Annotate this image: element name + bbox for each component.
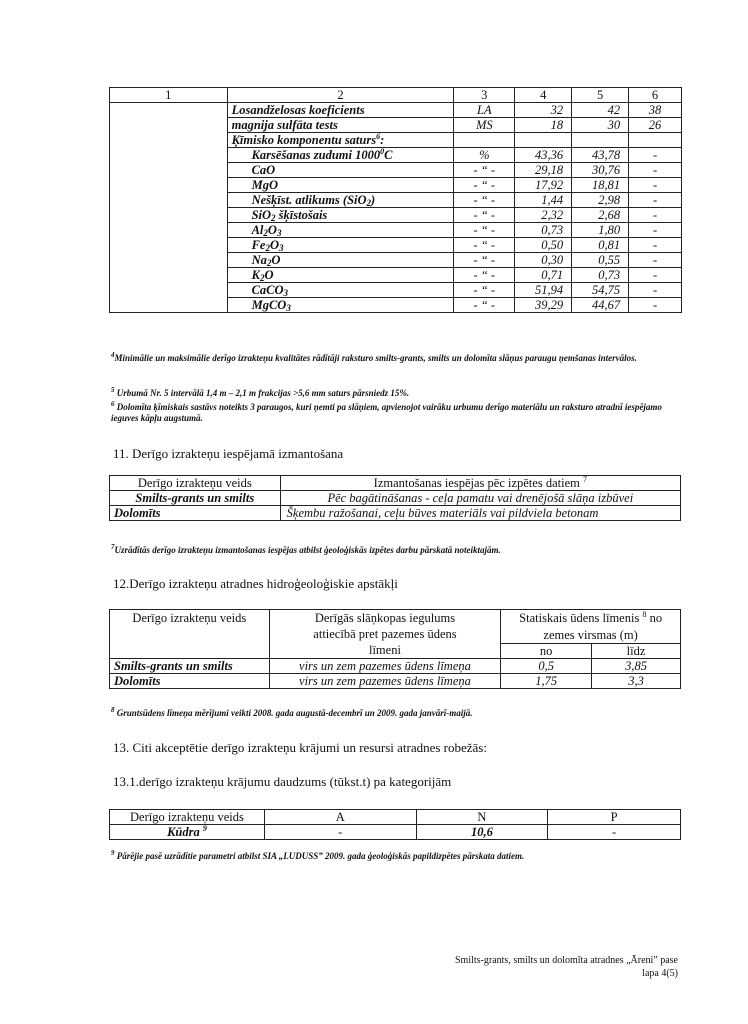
header-cell: 4: [515, 88, 572, 103]
value-cell: 42: [572, 103, 629, 118]
value-cell: 0,50: [515, 238, 572, 253]
footnote-4: $^4$Minimālie un maksimālie derīgo izrakteņu kvalitātes rādītāji raksturo smilts-grants, smilts un dolomīta slāņus paraugu ņemšanas intervālos.: [111, 351, 637, 363]
position-cell: virs un zem pazemes ūdens līmeņa: [269, 659, 501, 674]
unit-cell: MS: [454, 118, 515, 133]
parameter-cell: CaCO$_3$: [227, 283, 454, 298]
value-cell: 29,18: [515, 163, 572, 178]
value-cell: -: [629, 298, 682, 313]
header-cell: Derīgo izrakteņu veids: [110, 610, 270, 659]
value-cell: 43,36: [515, 148, 572, 163]
parameter-cell: $K_2O$: [227, 268, 454, 283]
type-cell: Dolomīts: [110, 506, 281, 521]
header-cell: 5: [572, 88, 629, 103]
use-cell: Šķembu ražošanai, ceļu būves materiāls vai pildviela betonam: [280, 506, 680, 521]
table-row: [110, 491, 681, 506]
to-cell: 3,3: [592, 674, 681, 689]
value-cell: 54,75: [572, 283, 629, 298]
value-cell: 2,68: [572, 208, 629, 223]
section-13-title: 13. Citi akceptētie derīgo izrakteņu krājumi un resursi atradnes robežās:: [113, 740, 487, 755]
page-footer: [455, 954, 678, 980]
value-cell: -: [629, 163, 682, 178]
header-cell: no: [501, 643, 592, 658]
unit-cell: %: [454, 148, 515, 163]
table-header-row: [110, 88, 682, 103]
unit-cell: [454, 133, 515, 148]
type-cell: Smilts-grants un smilts: [110, 491, 281, 506]
from-cell: 0,5: [501, 659, 592, 674]
to-cell: 3,85: [592, 659, 681, 674]
footnote-5: $^5$ Urbumā Nr. 5 intervālā 1,4 m – 2,1 m frakcijas >5,6 mm saturs pārsniedz 15%.: [111, 386, 410, 398]
value-cell: 0,55: [572, 253, 629, 268]
footnote-9: $^9$ Pārējie pasē uzrādītie parametri atbilst SIA „LUDUSS” 2009. gada ģeoloģiskās papildizpētes pārskata datiem.: [111, 849, 525, 861]
value-cell: 0,30: [515, 253, 572, 268]
value-cell: 1,44: [515, 193, 572, 208]
parameter-cell: MgCO$_3$: [227, 298, 454, 313]
table-row: [110, 103, 682, 118]
value-cell: 2,32: [515, 208, 572, 223]
use-cell: Pēc bagātināšanas - ceļa pamatu vai drenējošā slāņa izbūvei: [280, 491, 680, 506]
unit-cell: - “ -: [454, 253, 515, 268]
hydro-table: [109, 609, 681, 689]
table-header-row: [110, 476, 681, 491]
value-cell: 0,73: [572, 268, 629, 283]
value-cell: -: [629, 148, 682, 163]
value-cell: 0,71: [515, 268, 572, 283]
value-cell: -: [629, 238, 682, 253]
n-cell: 10,6: [416, 825, 548, 840]
value-cell: 18,81: [572, 178, 629, 193]
unit-cell: - “ -: [454, 223, 515, 238]
type-cell: Smilts-grants un smilts: [110, 659, 270, 674]
value-cell: 26: [629, 118, 682, 133]
type-cell: Kūdra $^9$: [110, 825, 265, 840]
a-cell: -: [264, 825, 416, 840]
parameter-cell: Karsēšanas zudumi 1000$^0$C: [227, 148, 454, 163]
unit-cell: - “ -: [454, 238, 515, 253]
header-cell: 1: [110, 88, 228, 103]
value-cell: 18: [515, 118, 572, 133]
usage-table: [109, 475, 681, 521]
value-cell: -: [629, 268, 682, 283]
value-cell: [515, 133, 572, 148]
unit-cell: - “ -: [454, 283, 515, 298]
table-row: [110, 659, 681, 674]
header-cell: līdz: [592, 643, 681, 658]
value-cell: [572, 133, 629, 148]
value-cell: 30: [572, 118, 629, 133]
parameter-cell: magnija sulfāta tests: [227, 118, 454, 133]
header-cell: A: [264, 810, 416, 825]
value-cell: [629, 133, 682, 148]
header-cell: Statiskais ūdens līmenis $^8$ no: [501, 610, 681, 627]
value-cell: -: [629, 193, 682, 208]
header-cell: 2: [227, 88, 454, 103]
table-header-row: [110, 810, 681, 825]
unit-cell: - “ -: [454, 298, 515, 313]
header-cell: N: [416, 810, 548, 825]
value-cell: 30,76: [572, 163, 629, 178]
value-cell: 51,94: [515, 283, 572, 298]
value-cell: -: [629, 178, 682, 193]
parameter-cell: $Na_2O$: [227, 253, 454, 268]
unit-cell: - “ -: [454, 178, 515, 193]
table-row: [110, 674, 681, 689]
header-cell: 6: [629, 88, 682, 103]
unit-cell: LA: [454, 103, 515, 118]
table-row: [110, 825, 681, 840]
value-cell: 2,98: [572, 193, 629, 208]
value-cell: 39,29: [515, 298, 572, 313]
table-row: [110, 506, 681, 521]
parameter-cell: Ķīmisko komponentu saturs$^6$:: [227, 133, 454, 148]
reserves-table: [109, 809, 681, 840]
value-cell: -: [629, 283, 682, 298]
position-cell: virs un zem pazemes ūdens līmeņa: [269, 674, 501, 689]
unit-cell: - “ -: [454, 193, 515, 208]
value-cell: 44,67: [572, 298, 629, 313]
empty-cell: [110, 103, 228, 313]
header-cell: P: [548, 810, 681, 825]
unit-cell: - “ -: [454, 208, 515, 223]
section-12-title: 12.Derīgo izrakteņu atradnes hidroģeoloģiskie apstākļi: [113, 576, 398, 591]
parameter-cell: CaO: [227, 163, 454, 178]
parameter-cell: Nešķīst. atlikums (SiO$_2$): [227, 193, 454, 208]
parameter-cell: $Al_2O_3$: [227, 223, 454, 238]
parameter-cell: Losandželosas koeficients: [227, 103, 454, 118]
header-cell: 3: [454, 88, 515, 103]
section-11-title: 11. Derīgo izrakteņu iespējamā izmantošana: [113, 446, 344, 461]
value-cell: -: [629, 253, 682, 268]
parameter-cell: SiO$_2$ šķīstošais: [227, 208, 454, 223]
value-cell: 1,80: [572, 223, 629, 238]
quality-table: [109, 87, 682, 313]
type-cell: Dolomīts: [110, 674, 270, 689]
header-cell: Izmantošanas iespējas pēc izpētes datiem $^7$: [280, 476, 680, 491]
value-cell: -: [629, 223, 682, 238]
unit-cell: - “ -: [454, 163, 515, 178]
page-number: lapa 4(5): [642, 968, 678, 979]
footnote-7: $^7$Uzrādītās derīgo izrakteņu izmantošanas iespējas atbilst ģeoloģiskās izpētes darbu pārskatā noteiktajām.: [111, 543, 501, 555]
from-cell: 1,75: [501, 674, 592, 689]
header-cell: Derīgo izrakteņu veids: [110, 476, 281, 491]
value-cell: 17,92: [515, 178, 572, 193]
value-cell: 0,73: [515, 223, 572, 238]
value-cell: -: [629, 208, 682, 223]
value-cell: 32: [515, 103, 572, 118]
footer-title: Smilts-grants, smilts un dolomīta atradnes „Āreni” pase: [454, 955, 678, 966]
unit-cell: - “ -: [454, 268, 515, 283]
parameter-cell: $Fe_2O_3$: [227, 238, 454, 253]
value-cell: 43,78: [572, 148, 629, 163]
value-cell: 38: [629, 103, 682, 118]
header-cell: zemes virsmas (m): [501, 626, 681, 643]
footnote-8: $^8$ Gruntsūdens līmeņa mērījumi veikti 2008. gada augustā-decembrī un 2009. gada janvārī-maijā.: [111, 706, 473, 718]
section-13-1-title: 13.1.derīgo izrakteņu krājumu daudzums (tūkst.t) pa kategorijām: [113, 774, 452, 789]
header-cell: Derīgo izrakteņu veids: [110, 810, 265, 825]
parameter-cell: MgO: [227, 178, 454, 193]
value-cell: 0,81: [572, 238, 629, 253]
footnote-6: $^6$ Dolomīta ķīmiskais sastāvs noteikts 3 paraugos, kuri ņemti pa slāņiem, apvienojot vairāku urbumu derīgo materiālu un raksturo atradnī iespējamo ieguves kāpļu augstumā.: [111, 400, 662, 423]
p-cell: -: [548, 825, 681, 840]
header-cell: Derīgās slāņkopas iegulums attiecībā pret pazemes ūdens līmeni: [269, 610, 501, 659]
